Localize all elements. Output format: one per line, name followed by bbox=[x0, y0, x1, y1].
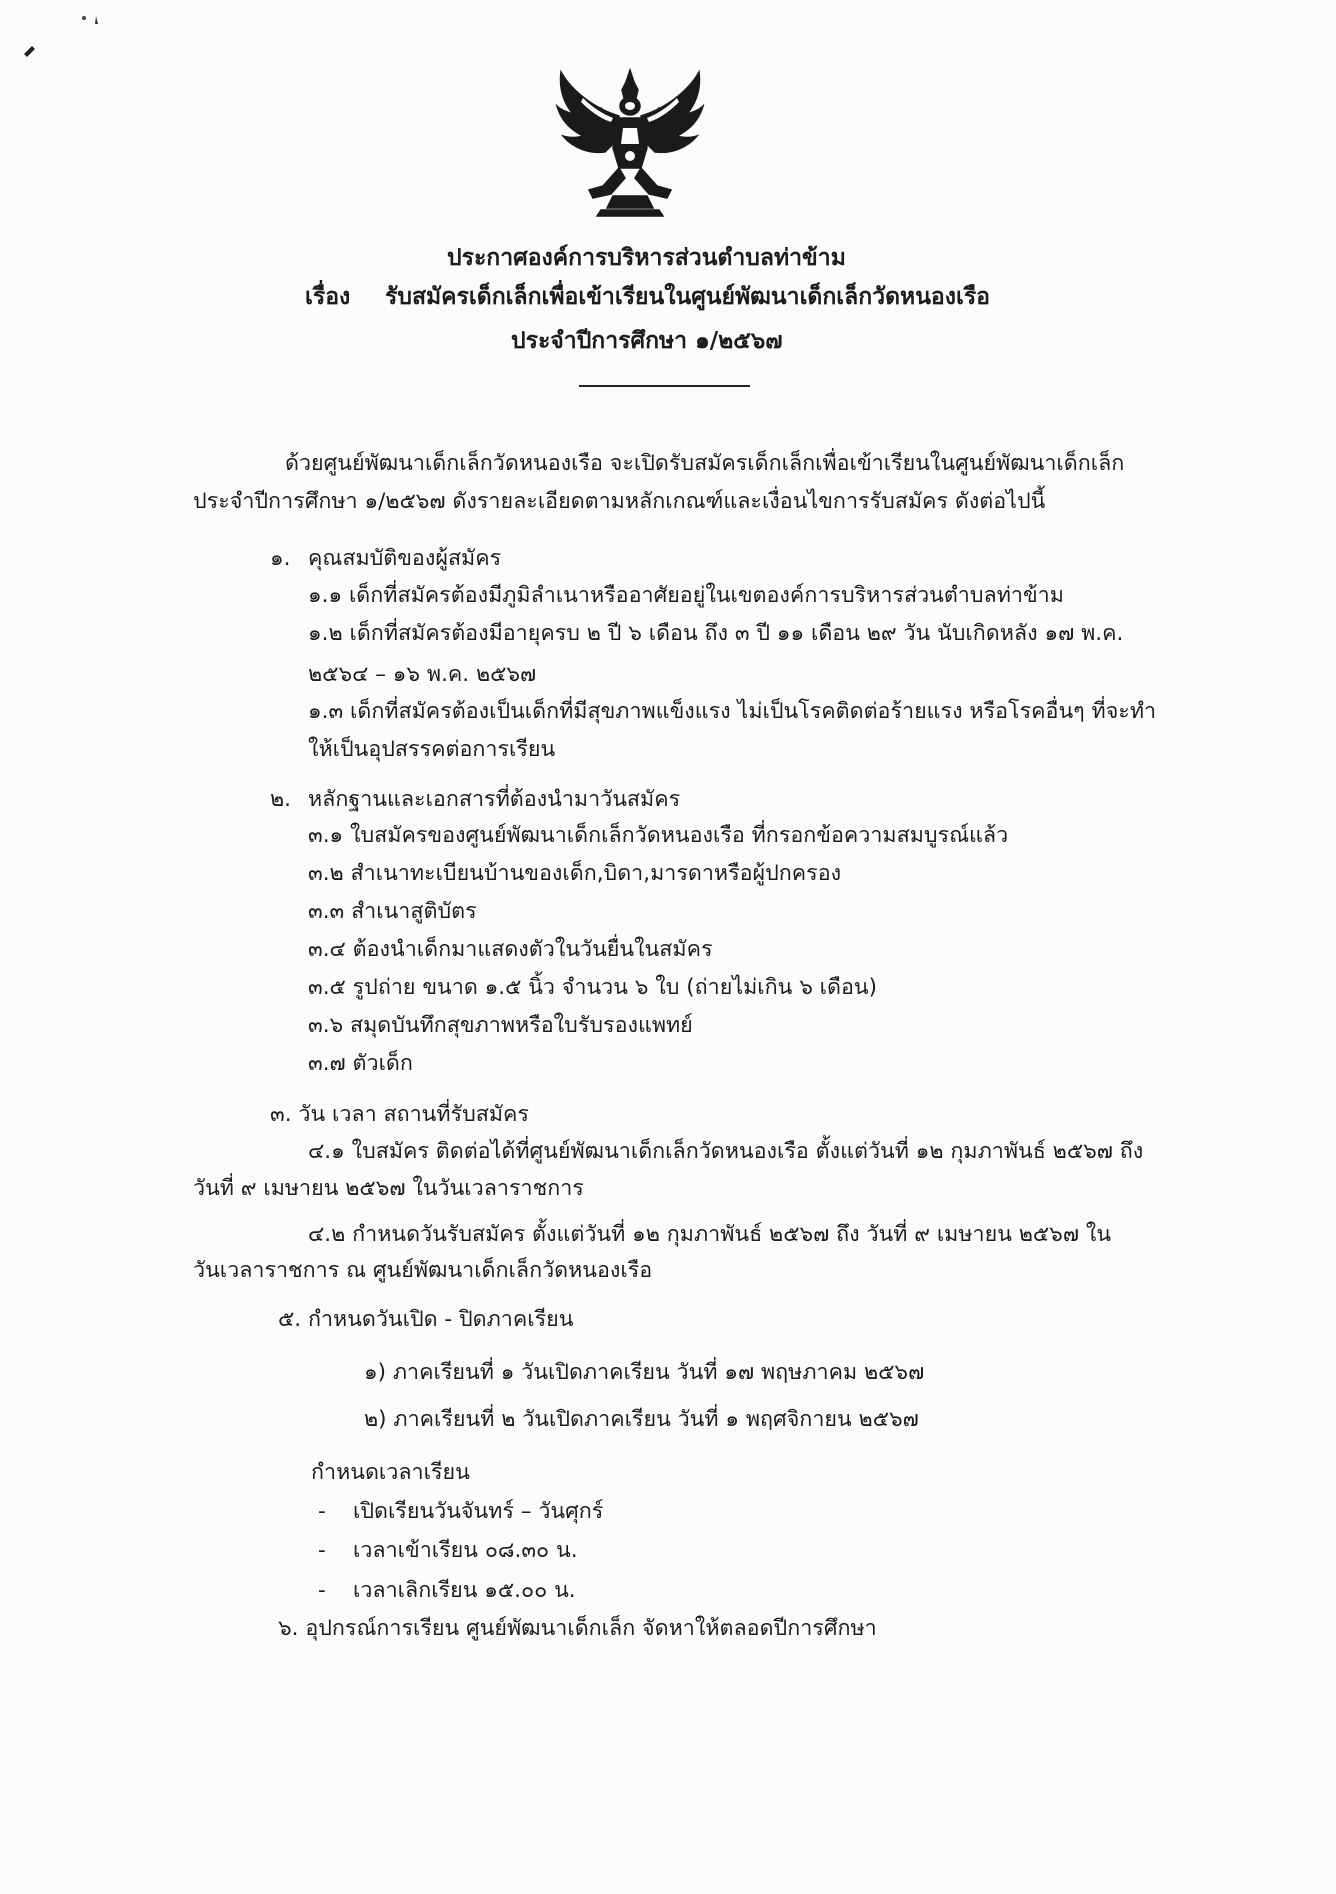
section1-item3-line1: ๑.๓ เด็กที่สมัครต้องเป็นเด็กที่มีสุขภาพแข็งแรง ไม่เป็นโรคติดต่อร้ายแรง หรือโรคอื่นๆ ที่จะทำ bbox=[308, 699, 1157, 724]
section1-number: ๑. bbox=[270, 546, 291, 571]
section2-item: ๓.๔ ต้องนำเด็กมาแสดงตัวในวันยื่นในสมัคร bbox=[308, 937, 713, 962]
heading-underline bbox=[579, 385, 750, 387]
section2-item: ๓.๖ สมุดบันทึกสุขภาพหรือใบรับรองแพทย์ bbox=[308, 1013, 693, 1038]
section2-item: ๓.๗ ตัวเด็ก bbox=[308, 1051, 413, 1076]
intro-line-1: ด้วยศูนย์พัฒนาเด็กเล็กวัดหนองเรือ จะเปิดรับสมัครเด็กเล็กเพื่อเข้าเรียนในศูนย์พัฒนาเด็กเล็ก bbox=[285, 451, 1125, 476]
semester-2: ๒) ภาคเรียนที่ ๒ วันเปิดภาคเรียน วันที่ ๑ พฤศจิกายน ๒๕๖๗ bbox=[364, 1407, 919, 1432]
heading-organization: ประกาศองค์การบริหารส่วนตำบลท่าข้าม bbox=[447, 245, 846, 271]
section3-item1-line1: ๔.๑ ใบสมัคร ติดต่อได้ที่ศูนย์พัฒนาเด็กเล็กวัดหนองเรือ ตั้งแต่วันที่ ๑๒ กุมภาพันธ์ ๒๕๖๗ ถึง bbox=[308, 1139, 1144, 1164]
section1-title: คุณสมบัติของผู้สมัคร bbox=[308, 546, 502, 571]
section1-item2-line2: ๒๕๖๔ – ๑๖ พ.ค. ๒๕๖๗ bbox=[308, 662, 537, 687]
section2-item: ๓.๓ สำเนาสูติบัตร bbox=[308, 899, 477, 924]
schedule-bullet: - bbox=[318, 1499, 326, 1524]
section2-number: ๒. bbox=[270, 787, 292, 812]
garuda-emblem-icon bbox=[553, 68, 708, 218]
section3-item2-line1: ๔.๒ กำหนดวันรับสมัคร ตั้งแต่วันที่ ๑๒ กุมภาพันธ์ ๒๕๖๗ ถึง วันที่ ๙ เมษายน ๒๕๖๗ ใน bbox=[308, 1222, 1112, 1247]
heading-subject-prefix: เรื่อง bbox=[305, 284, 351, 310]
heading-academic-year: ประจำปีการศึกษา ๑/๒๕๖๗ bbox=[511, 328, 783, 354]
heading-subject: รับสมัครเด็กเล็กเพื่อเข้าเรียนในศูนย์พัฒนาเด็กเล็กวัดหนองเรือ bbox=[385, 284, 990, 310]
section1-item1: ๑.๑ เด็กที่สมัครต้องมีภูมิลำเนาหรืออาศัยอยู่ในเขตองค์การบริหารส่วนตำบลท่าข้าม bbox=[308, 583, 1064, 608]
schedule-bullet: - bbox=[318, 1538, 326, 1563]
section3-item2-line2: วันเวลาราชการ ณ ศูนย์พัฒนาเด็กเล็กวัดหนองเรือ bbox=[193, 1258, 653, 1283]
schedule-item: เปิดเรียนวันจันทร์ – วันศุกร์ bbox=[353, 1499, 604, 1524]
schedule-item: เวลาเข้าเรียน ๐๘.๓๐ น. bbox=[353, 1538, 578, 1563]
section2-item: ๓.๕ รูปถ่าย ขนาด ๑.๕ นิ้ว จำนวน ๖ ใบ (ถ่ายไม่เกิน ๖ เดือน) bbox=[308, 975, 877, 1000]
scan-speck-marks bbox=[18, 10, 108, 60]
section3-heading: ๓. วัน เวลา สถานที่รับสมัคร bbox=[270, 1102, 529, 1127]
section3-item1-line2: วันที่ ๙ เมษายน ๒๕๖๗ ในวันเวลาราชการ bbox=[193, 1176, 584, 1201]
section2-item: ๓.๒ สำเนาทะเบียนบ้านของเด็ก,บิดา,มารดาหรือผู้ปกครอง bbox=[308, 861, 842, 886]
section2-item: ๓.๑ ใบสมัครของศูนย์พัฒนาเด็กเล็กวัดหนองเรือ ที่กรอกข้อความสมบูรณ์แล้ว bbox=[308, 823, 1009, 848]
section6-heading: ๖. อุปกรณ์การเรียน ศูนย์พัฒนาเด็กเล็ก จัดหาให้ตลอดปีการศึกษา bbox=[278, 1616, 877, 1641]
intro-line-2: ประจำปีการศึกษา ๑/๒๕๖๗ ดังรายละเอียดตามหลักเกณฑ์และเงื่อนไขการรับสมัคร ดังต่อไปนี้ bbox=[193, 489, 1046, 514]
semester-1: ๑) ภาคเรียนที่ ๑ วันเปิดภาคเรียน วันที่ ๑๗ พฤษภาคม ๒๕๖๗ bbox=[364, 1360, 925, 1385]
schedule-bullet: - bbox=[318, 1578, 326, 1603]
section5-heading: ๕. กำหนดวันเปิด - ปิดภาคเรียน bbox=[278, 1307, 574, 1332]
section1-item2-line1: ๑.๒ เด็กที่สมัครต้องมีอายุครบ ๒ ปี ๖ เดือน ถึง ๓ ปี ๑๑ เดือน ๒๙ วัน นับเกิดหลัง ๑๗ พ.ค. bbox=[308, 621, 1124, 646]
section1-item3-line2: ให้เป็นอุปสรรคต่อการเรียน bbox=[308, 737, 556, 762]
section2-title: หลักฐานและเอกสารที่ต้องนำมาวันสมัคร bbox=[308, 787, 681, 812]
schedule-item: เวลาเลิกเรียน ๑๕.๐๐ น. bbox=[353, 1578, 576, 1603]
schedule-title: กำหนดเวลาเรียน bbox=[311, 1460, 470, 1485]
